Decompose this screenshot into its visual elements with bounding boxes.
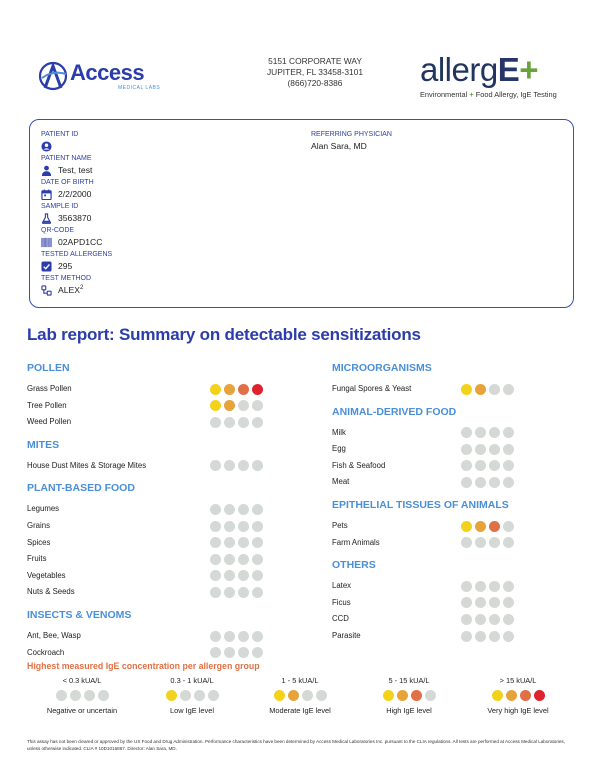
level-dot-empty: [461, 477, 472, 488]
ige-level-indicator: [210, 521, 263, 532]
person-icon: [41, 165, 52, 176]
ige-level-indicator: [461, 631, 514, 642]
allergen-name: Ficus: [332, 597, 351, 607]
test-method-field: [41, 274, 112, 298]
ige-level-indicator: [210, 400, 263, 411]
legend-item: [354, 676, 464, 715]
level-dot-empty: [503, 460, 514, 471]
ige-level-indicator: [461, 477, 514, 488]
dob-row: [41, 187, 112, 202]
level-dot-empty: [238, 504, 249, 515]
allergen-name: Legumes: [27, 504, 60, 514]
allergen-name: CCD: [332, 614, 349, 624]
allergen-name: Farm Animals: [332, 537, 380, 547]
level-dot-empty: [461, 460, 472, 471]
tested-allergens-label: TESTED ALLERGENS: [41, 251, 113, 258]
level-dot-empty: [503, 614, 514, 625]
patient-details: [41, 130, 112, 298]
ige-level-indicator: [210, 631, 263, 642]
level-dot-empty: [252, 647, 263, 658]
ige-level-indicator: [210, 554, 263, 565]
level-dot-empty: [489, 444, 500, 455]
legend-description: Very high IgE level: [487, 706, 549, 715]
level-dot-filled: [520, 690, 531, 701]
level-dot-empty: [224, 631, 235, 642]
level-dot-empty: [489, 384, 500, 395]
group-title: EPITHELIAL TISSUES OF ANIMALS: [332, 499, 509, 511]
level-dot-empty: [224, 417, 235, 428]
level-dot-empty: [489, 614, 500, 625]
level-dot-empty: [252, 521, 263, 532]
level-dot-empty: [84, 690, 95, 701]
level-dot-empty: [224, 647, 235, 658]
report-title: Lab report: Summary on detectable sensitizations: [27, 325, 421, 344]
level-dot-empty: [210, 417, 221, 428]
level-dot-empty: [489, 427, 500, 438]
ige-level-indicator: [210, 647, 263, 658]
tagline-part-1: Environmental: [420, 90, 468, 99]
level-dot-filled: [288, 690, 299, 701]
level-dot-empty: [503, 537, 514, 548]
level-dot-empty: [252, 417, 263, 428]
level-dot-empty: [224, 537, 235, 548]
legend-range: 5 - 15 kUA/L: [388, 676, 430, 685]
level-dot-empty: [238, 631, 249, 642]
flask-icon: [41, 213, 52, 224]
level-dot-empty: [503, 521, 514, 532]
qr-code-row: [41, 235, 112, 250]
ige-level-indicator: [210, 537, 263, 548]
ige-level-indicator: [461, 597, 514, 608]
ige-level-indicator: [461, 460, 514, 471]
level-dot-filled: [492, 690, 503, 701]
group-title: MICROORGANISMS: [332, 362, 432, 374]
level-dot-empty: [503, 384, 514, 395]
level-dot-empty: [475, 444, 486, 455]
level-dot-empty: [475, 537, 486, 548]
qr-code-field: [41, 226, 112, 250]
allergen-name: Ant, Bee, Wasp: [27, 631, 81, 640]
allergen-name: Fish & Seafood: [332, 460, 386, 470]
level-dot-empty: [210, 460, 221, 471]
ige-level-indicator: [210, 417, 263, 428]
test-method-label: TEST METHOD: [41, 275, 92, 282]
allergen-name: Fungal Spores & Yeast: [332, 384, 412, 393]
level-dot-empty: [98, 690, 109, 701]
level-dot-filled: [534, 690, 545, 701]
access-logo-text: Access: [70, 60, 145, 85]
level-dot-filled: [383, 690, 394, 701]
ige-level-indicator: [461, 614, 514, 625]
sample-id-row: [41, 211, 112, 226]
checkbox-checked-icon: [41, 261, 52, 272]
ige-level-indicator: [461, 384, 514, 395]
ige-level-indicator: [210, 570, 263, 581]
level-dot-filled: [238, 384, 249, 395]
level-dot-empty: [461, 537, 472, 548]
calendar-icon: [41, 189, 52, 200]
level-dot-filled: [461, 384, 472, 395]
level-dot-filled: [252, 384, 263, 395]
level-dot-empty: [252, 570, 263, 581]
level-dot-empty: [56, 690, 67, 701]
level-dot-filled: [506, 690, 517, 701]
level-dot-empty: [210, 587, 221, 598]
level-dot-empty: [210, 554, 221, 565]
level-dot-empty: [238, 400, 249, 411]
tested-allergens-field: [41, 250, 112, 274]
user-circle-icon: [41, 141, 52, 152]
level-dot-empty: [475, 427, 486, 438]
allergen-name: Meat: [332, 477, 350, 487]
ige-level-indicator: [210, 384, 263, 395]
level-dot-empty: [489, 581, 500, 592]
patient-id-field: [41, 130, 112, 154]
allergen-name: Vegetables: [27, 570, 66, 580]
ige-level-indicator: [461, 427, 514, 438]
level-dot-filled: [166, 690, 177, 701]
level-dot-filled: [397, 690, 408, 701]
ige-level-indicator: [461, 537, 514, 548]
lab-address: [240, 56, 390, 89]
ige-level-indicator: [210, 460, 263, 471]
allergen-name: Spices: [27, 537, 51, 547]
level-dot-empty: [238, 460, 249, 471]
level-dot-empty: [475, 631, 486, 642]
group-title: PLANT-BASED FOOD: [27, 482, 135, 495]
level-dot-empty: [461, 631, 472, 642]
level-dot-empty: [489, 477, 500, 488]
level-dot-empty: [503, 581, 514, 592]
sample-id-label: SAMPLE ID: [41, 203, 79, 210]
level-dot-empty: [503, 597, 514, 608]
allergen-name: Parasite: [332, 631, 361, 640]
ige-level-indicator: [461, 521, 514, 532]
legend-item: [137, 676, 247, 715]
level-dot-empty: [252, 587, 263, 598]
physician-details: [311, 130, 392, 154]
brand-main: allerg: [420, 51, 498, 88]
ige-level-indicator: [461, 581, 514, 592]
level-dot-empty: [489, 537, 500, 548]
allergen-name: Milk: [332, 427, 346, 437]
patient-info-card: [29, 119, 574, 308]
patient-name-field: [41, 154, 112, 178]
level-dot-empty: [224, 460, 235, 471]
legend-range: 0.3 - 1 kUA/L: [170, 676, 214, 685]
access-medical-labs-logo: [38, 58, 173, 98]
group-title: MITES: [27, 438, 60, 451]
level-dot-empty: [210, 570, 221, 581]
level-dot-empty: [252, 631, 263, 642]
address-line-1: 5151 CORPORATE WAY: [268, 56, 362, 66]
level-dot-empty: [238, 587, 249, 598]
level-dot-empty: [224, 587, 235, 598]
dob-field: [41, 178, 112, 202]
ige-level-indicator: [210, 587, 263, 598]
allergen-name: Fruits: [27, 554, 47, 564]
legend-item: [463, 676, 573, 715]
allergen-name: Grass Pollen: [27, 384, 72, 393]
level-dot-empty: [210, 521, 221, 532]
level-dot-filled: [274, 690, 285, 701]
level-dot-empty: [252, 400, 263, 411]
sample-id-field: [41, 202, 112, 226]
test-method-value: [58, 285, 83, 295]
legend-description: Low IgE level: [170, 706, 214, 715]
level-dot-empty: [252, 554, 263, 565]
level-dot-filled: [475, 521, 486, 532]
patient-id-label: PATIENT ID: [41, 131, 79, 138]
allergen-name: Cockroach: [27, 647, 65, 657]
level-dot-empty: [489, 631, 500, 642]
level-dot-empty: [475, 597, 486, 608]
patient-name-label: PATIENT NAME: [41, 155, 92, 162]
brand-plus: +: [519, 51, 539, 88]
level-dot-empty: [208, 690, 219, 701]
legend-range: < 0.3 kUA/L: [62, 676, 102, 685]
ige-level-indicator: [137, 690, 247, 701]
legend-description: Moderate IgE level: [269, 706, 331, 715]
legend-item: [245, 676, 355, 715]
group-title: INSECTS & VENOMS: [27, 609, 132, 621]
level-dot-empty: [224, 504, 235, 515]
level-dot-filled: [210, 384, 221, 395]
level-dot-empty: [461, 581, 472, 592]
group-title: POLLEN: [27, 362, 70, 374]
level-dot-empty: [210, 504, 221, 515]
level-dot-filled: [224, 384, 235, 395]
allergen-name: Grains: [27, 521, 50, 530]
allergen-name: House Dust Mites & Storage Mites: [27, 460, 147, 470]
allerge-plus-logo: [420, 52, 580, 99]
qr-code-value: 02APD1CC: [58, 237, 103, 248]
level-dot-empty: [238, 647, 249, 658]
ige-level-indicator: [461, 444, 514, 455]
level-dot-empty: [461, 597, 472, 608]
allerge-wordmark: [420, 52, 580, 88]
level-dot-empty: [194, 690, 205, 701]
physician-value: Alan Sara, MD: [311, 141, 367, 152]
ige-level-indicator: [210, 504, 263, 515]
address-line-2: JUPITER, FL 33458-3101: [266, 67, 364, 77]
tagline-plus: +: [469, 90, 474, 99]
allerge-tagline: [420, 90, 580, 99]
qr-code-label: QR-CODE: [41, 227, 75, 234]
level-dot-empty: [489, 597, 500, 608]
level-dot-empty: [238, 521, 249, 532]
level-dot-empty: [489, 460, 500, 471]
legend-item: [27, 676, 137, 715]
legend-title: Highest measured IgE concentration per allergen group: [27, 661, 260, 671]
patient-name-value: Test, test: [58, 165, 93, 176]
level-dot-empty: [503, 444, 514, 455]
level-dot-empty: [252, 537, 263, 548]
patient-id-row: [41, 139, 112, 154]
level-dot-empty: [224, 554, 235, 565]
allergen-name: Tree Pollen: [27, 400, 67, 410]
level-dot-empty: [475, 614, 486, 625]
level-dot-filled: [210, 400, 221, 411]
level-dot-empty: [316, 690, 327, 701]
allergen-name: Latex: [332, 581, 352, 591]
level-dot-empty: [224, 521, 235, 532]
allergen-name: Weed Pollen: [27, 417, 72, 427]
allergen-name: Nuts & Seeds: [27, 587, 75, 597]
tested-allergens-value: 295: [58, 261, 73, 272]
level-dot-empty: [210, 647, 221, 658]
level-dot-filled: [224, 400, 235, 411]
level-dot-empty: [252, 460, 263, 471]
ige-level-indicator: [245, 690, 355, 701]
physician-label: REFERRING PHYSICIAN: [311, 131, 392, 138]
sample-id-value: 3563870: [58, 213, 92, 224]
level-dot-empty: [224, 570, 235, 581]
patient-name-row: [41, 163, 112, 178]
access-logo-subtext: MEDICAL LABS: [118, 85, 161, 91]
test-method-name: ALEX: [58, 285, 80, 296]
regulatory-footnote: This assay has not been cleared or approved by the US Food and Drug Administration. Performance characteristics have been determined by Access Medical Laboratories Inc. pursuant to the CLIA regulations. All tests are performed at Access Medical Laboratories, unless otherwise indicated. CLIA # 10D1016867. Director: Alan Sara, MD.: [27, 739, 566, 751]
level-dot-empty: [475, 477, 486, 488]
tagline-part-2: Food Allergy, IgE Testing: [475, 90, 557, 99]
legend-description: High IgE level: [386, 706, 432, 715]
level-dot-filled: [411, 690, 422, 701]
tested-allergens-row: [41, 259, 112, 274]
legend-description: Negative or uncertain: [46, 706, 118, 715]
ige-level-indicator: [463, 690, 573, 701]
level-dot-empty: [503, 427, 514, 438]
level-dot-empty: [252, 504, 263, 515]
ige-level-indicator: [27, 690, 137, 701]
group-title: OTHERS: [332, 559, 376, 572]
lab-phone: (866)720-8386: [287, 78, 343, 88]
group-title: ANIMAL-DERIVED FOOD: [332, 405, 457, 418]
dob-value: 2/2/2000: [58, 189, 92, 200]
connected-nodes-icon: [41, 285, 52, 296]
level-dot-empty: [238, 570, 249, 581]
level-dot-empty: [461, 444, 472, 455]
allergen-name: Pets: [332, 521, 348, 530]
level-dot-empty: [210, 631, 221, 642]
level-dot-empty: [425, 690, 436, 701]
level-dot-empty: [302, 690, 313, 701]
level-dot-empty: [70, 690, 81, 701]
level-dot-empty: [461, 614, 472, 625]
ige-level-indicator: [354, 690, 464, 701]
legend-range: > 15 kUA/L: [499, 676, 537, 685]
test-method-superscript: 2: [79, 285, 84, 292]
brand-e: E: [497, 51, 520, 88]
level-dot-empty: [475, 581, 486, 592]
level-dot-empty: [238, 554, 249, 565]
allergen-name: Egg: [332, 444, 346, 454]
level-dot-filled: [461, 521, 472, 532]
barcode-icon: [41, 237, 52, 248]
legend-range: 1 - 5 kUA/L: [281, 676, 319, 685]
dob-label: DATE OF BIRTH: [41, 179, 94, 186]
level-dot-filled: [475, 384, 486, 395]
level-dot-empty: [238, 537, 249, 548]
level-dot-empty: [238, 417, 249, 428]
test-method-row: [41, 283, 112, 298]
level-dot-filled: [489, 521, 500, 532]
level-dot-empty: [503, 477, 514, 488]
level-dot-empty: [503, 631, 514, 642]
level-dot-empty: [210, 537, 221, 548]
level-dot-empty: [180, 690, 191, 701]
level-dot-empty: [475, 460, 486, 471]
level-dot-empty: [461, 427, 472, 438]
